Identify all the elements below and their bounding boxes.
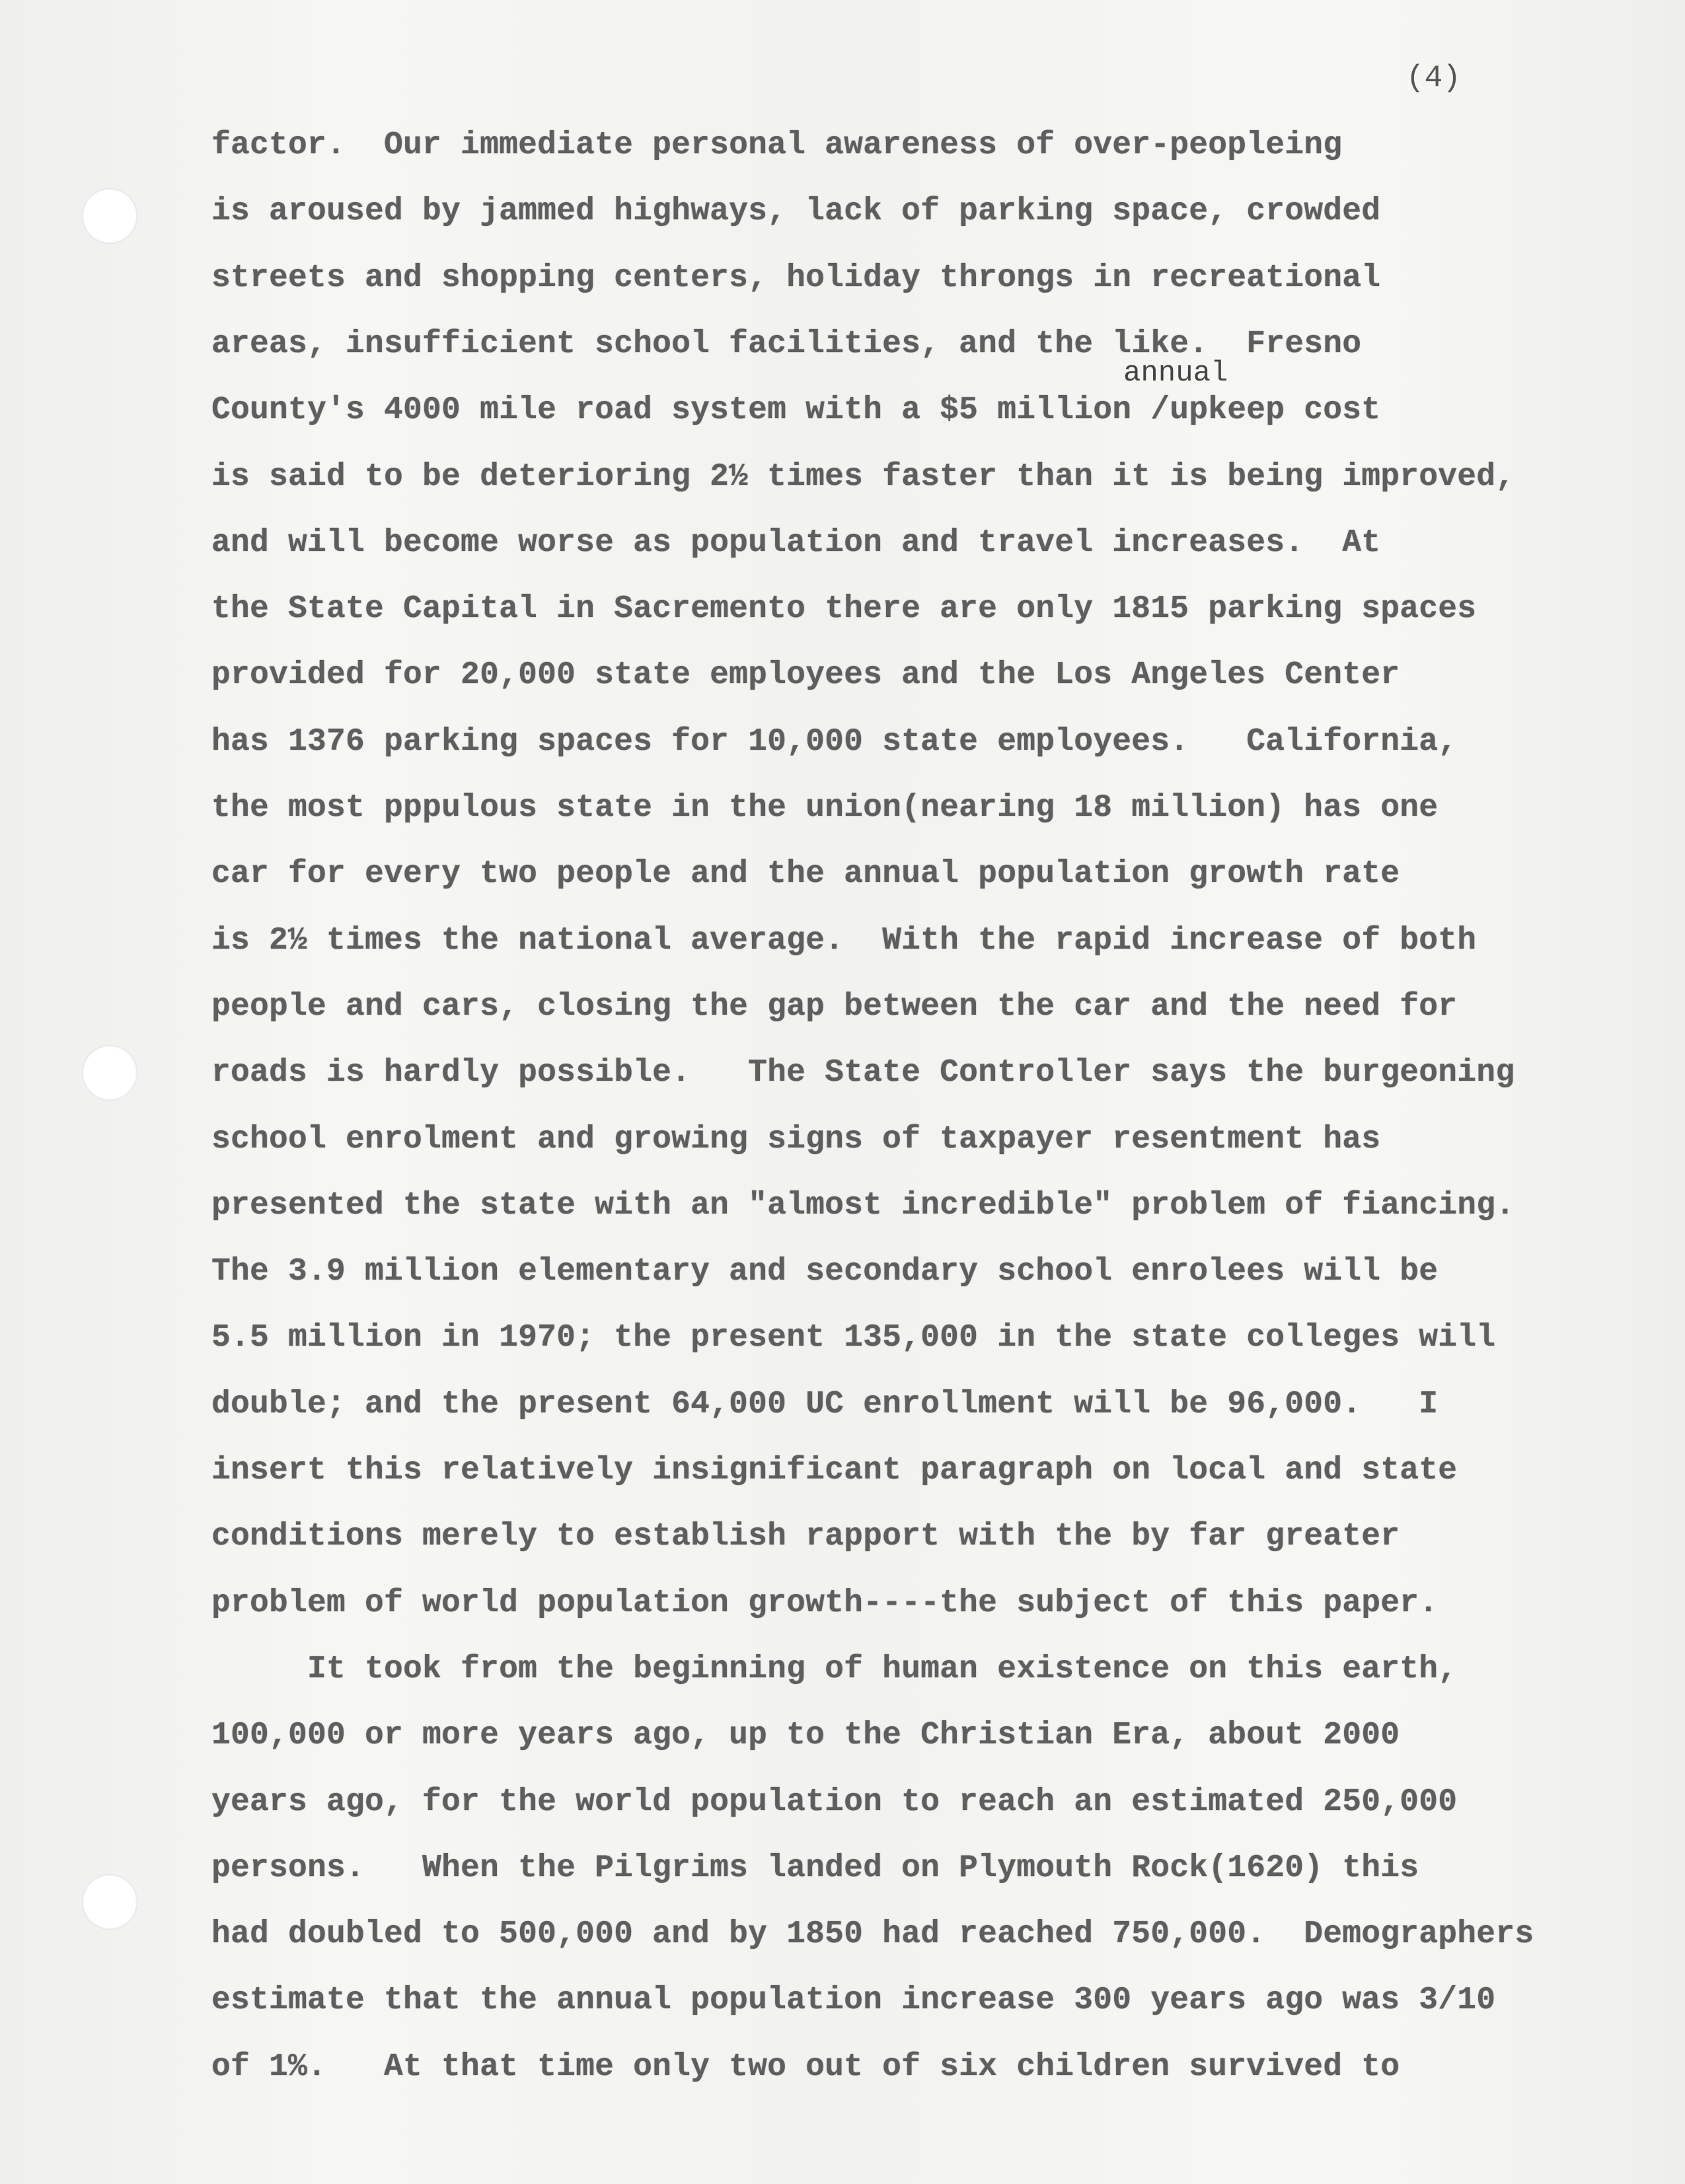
text-line: double; and the present 64,000 UC enrollment will be 96,000. I (211, 1386, 1439, 1422)
text-line: It took from the beginning of human existence on this earth, (211, 1651, 1458, 1687)
text-line: people and cars, closing the gap between the car and the need for (211, 988, 1458, 1025)
text-line: has 1376 parking spaces for 10,000 state employees. California, (211, 723, 1458, 760)
text-line: 100,000 or more years ago, up to the Christian Era, about 2000 (211, 1718, 1400, 1754)
text-line: County's 4000 mile road system with a $5 million /upkeep cost (211, 392, 1381, 429)
handwritten-insertion: annual (1123, 357, 1228, 390)
text-line: years ago, for the world population to reach an estimated 250,000 (211, 1784, 1458, 1820)
page-number: (4) (1406, 61, 1461, 95)
text-line: areas, insufficient school facilities, and the like. Fresno (211, 326, 1362, 362)
punch-hole (82, 1874, 137, 1930)
text-line: roads is hardly possible. The State Controller says the burgeoning (211, 1055, 1515, 1091)
text-line: estimate that the annual population increase 300 years ago was 3/10 (211, 1983, 1496, 2019)
text-line: insert this relatively insignificant paragraph on local and state (211, 1453, 1458, 1488)
text-line: persons. When the Pilgrims landed on Plymouth Rock(1620) this (211, 1850, 1419, 1886)
text-line: conditions merely to establish rapport with the by far greater (211, 1519, 1400, 1555)
text-line: and will become worse as population and travel increases. At (211, 525, 1381, 561)
punch-hole (82, 1045, 137, 1101)
text-line: is said to be deterioring 2½ times faster than it is being improved, (211, 458, 1515, 495)
punch-hole (82, 188, 137, 244)
text-line: presented the state with an "almost incredible" problem of fiancing. (211, 1187, 1515, 1223)
text-line: had doubled to 500,000 and by 1850 had reached 750,000. Demographers (211, 1916, 1534, 1953)
text-line: of 1%. At that time only two out of six children survived to (211, 2049, 1400, 2085)
text-line: The 3.9 million elementary and secondary school enrolees will be (211, 1254, 1439, 1290)
text-line: car for every two people and the annual population growth rate (211, 856, 1400, 892)
text-line: streets and shopping centers, holiday throngs in recreational (211, 260, 1381, 296)
text-line: the State Capital in Sacremento there are only 1815 parking spaces (211, 591, 1477, 628)
text-line: the most pppulous state in the union(nearing 18 million) has one (211, 790, 1439, 826)
text-line: is aroused by jammed highways, lack of parking space, crowded (211, 194, 1381, 230)
text-line: factor. Our immediate personal awareness of over-peopleing (211, 127, 1343, 163)
text-line: 5.5 million in 1970; the present 135,000 in the state colleges will (211, 1320, 1496, 1356)
text-line: is 2½ times the national average. With the rapid increase of both (211, 922, 1477, 959)
text-line: provided for 20,000 state employees and the Los Angeles Center (211, 657, 1400, 694)
text-line: problem of world population growth----the subject of this paper. (211, 1585, 1439, 1621)
text-line: school enrolment and growing signs of taxpayer resentment has (211, 1121, 1381, 1157)
